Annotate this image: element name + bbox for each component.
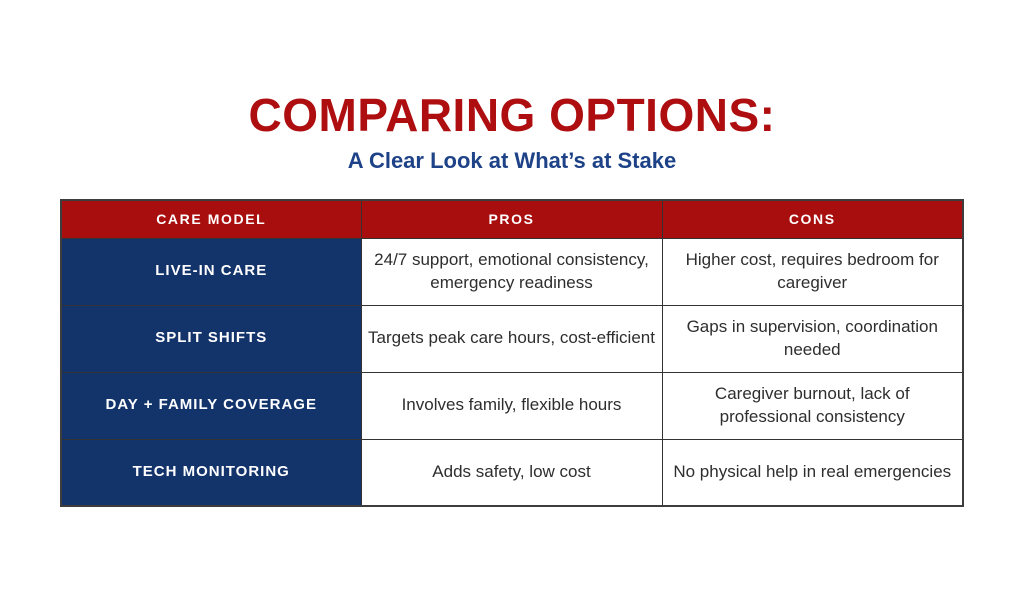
table-row (61, 238, 963, 305)
table-row (61, 372, 963, 439)
table-header-row (61, 200, 963, 238)
page-subtitle: A Clear Look at What’s at Stake (347, 148, 677, 173)
care-model-cell: DAY + FAMILY COVERAGE (61, 372, 361, 439)
cons-cell: Higher cost, requires bedroom for caregiver (662, 238, 963, 305)
comparison-table (60, 199, 964, 507)
cons-cell: Caregiver burnout, lack of professional consistency (662, 372, 963, 439)
cons-cell: Gaps in supervision, coordination needed (662, 305, 963, 372)
table-row (61, 305, 963, 372)
care-model-cell: LIVE-IN CARE (61, 238, 361, 305)
table-row (61, 439, 963, 506)
pros-cell: 24/7 support, emotional consistency, emergency readiness (361, 238, 662, 305)
care-model-cell: TECH MONITORING (61, 439, 361, 506)
header-care-model: CARE MODEL (61, 200, 361, 238)
care-model-cell: SPLIT SHIFTS (61, 305, 361, 372)
header-cons: CONS (662, 200, 963, 238)
cons-cell: No physical help in real emergencies (662, 439, 963, 506)
pros-cell: Adds safety, low cost (361, 439, 662, 506)
pros-cell: Targets peak care hours, cost-efficient (361, 305, 662, 372)
pros-cell: Involves family, flexible hours (361, 372, 662, 439)
header-pros: PROS (361, 200, 662, 238)
page-title: COMPARING OPTIONS: (248, 89, 776, 141)
